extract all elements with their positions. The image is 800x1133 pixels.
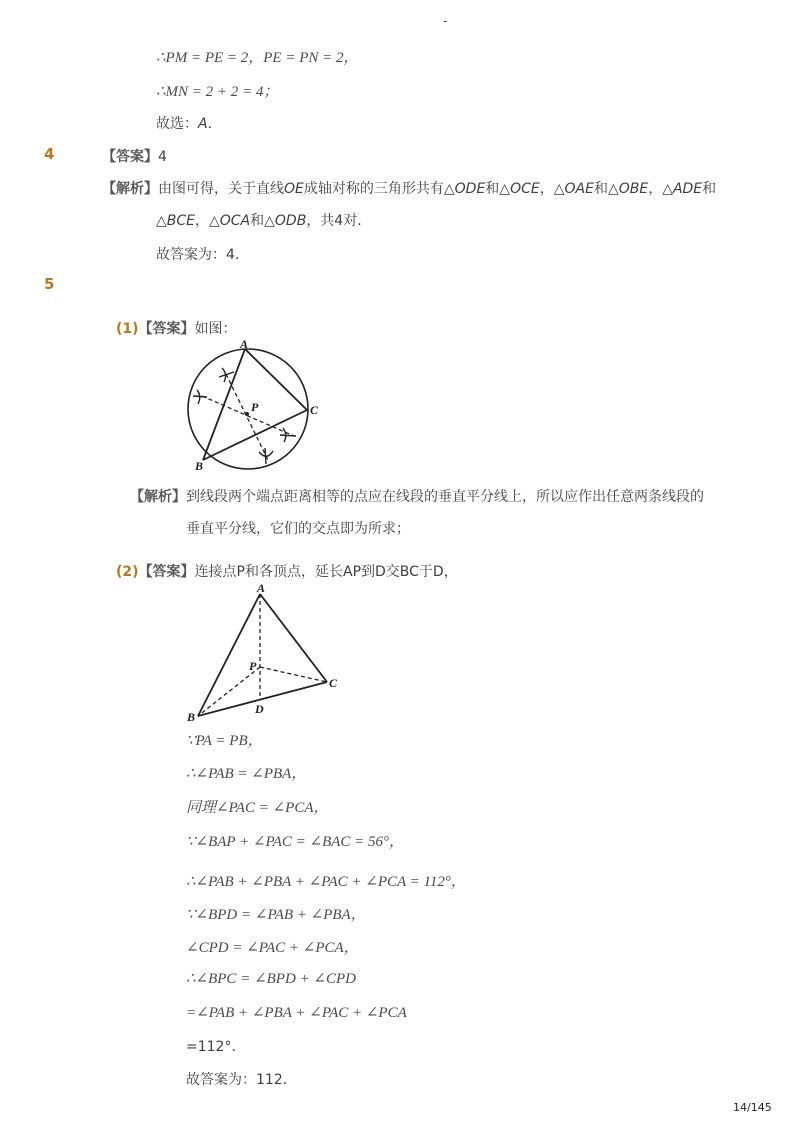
arc-mark [280, 428, 296, 442]
proof-step-5: ∴∠PAB + ∠PBA + ∠PAC + ∠PCA = 112°， [186, 874, 466, 890]
triangle-name: △ODE [443, 181, 486, 197]
prev-solution-line-3 [156, 113, 212, 133]
part-1-answer [116, 318, 237, 338]
proof-step-8: ∴∠BPC = ∠BPD + ∠CPD [186, 971, 356, 987]
question-4-conclusion: 故答案为：4． [156, 247, 249, 263]
label-p: P [251, 400, 259, 414]
label-a: A [240, 337, 249, 351]
question-4-analysis-line-1 [102, 178, 716, 198]
point-p [245, 412, 249, 416]
triangle-name: △OCA [209, 213, 251, 229]
label-d: D [255, 702, 264, 716]
proof-step-1: ∵PA = PB， [186, 733, 263, 749]
proof-step-7: ∠CPD = ∠PAC + ∠PCA， [186, 940, 359, 956]
answer-value: 4 [158, 149, 167, 165]
part-1-label: (1) [116, 321, 139, 337]
part-1-analysis-line-1 [130, 486, 704, 506]
part-2-label: (2) [116, 564, 139, 580]
conjunction: 和 [250, 213, 265, 229]
proof-step-4: ∵∠BAP + ∠PAC = ∠BAC = 56°， [186, 834, 405, 850]
triangle-name: △OBE [607, 181, 649, 197]
triangle-name: △ADE [662, 181, 703, 197]
separator: ， [195, 213, 209, 229]
separator: ， [539, 181, 554, 197]
triangle-abc-figure [180, 580, 350, 725]
part-2-answer [116, 561, 458, 581]
question-4-number: 4 [44, 145, 55, 163]
prev-solution-choice: A [198, 116, 208, 132]
segment-ab [198, 594, 260, 716]
line-name: OE [284, 181, 304, 197]
analysis-tag: 【解析】 [102, 181, 158, 197]
triangle-name: △BCE [156, 213, 195, 229]
label-p: P [249, 659, 257, 673]
answer-text: 连接点P和各顶点，延长AP到D交BC于D， [194, 564, 458, 580]
triangle-name: △ODB [264, 213, 307, 229]
header-mark: - [443, 14, 448, 28]
answer-tag: 【答案】 [138, 564, 195, 580]
triangle-name: △OCE [499, 181, 540, 197]
conjunction: 和 [702, 181, 717, 197]
arc-mark [259, 448, 273, 464]
analysis-text: ，共4对． [306, 213, 372, 229]
label-a: A [257, 581, 266, 595]
question-4-answer [102, 146, 167, 166]
triangle-name: △OAE [553, 181, 594, 197]
prev-solution-line-1: ∴PM = PE = 2，PE = PN = 2， [156, 50, 359, 66]
label-c: C [310, 403, 319, 417]
part-2-conclusion: 故答案为：112． [186, 1072, 297, 1088]
bisector-bc [226, 374, 268, 460]
analysis-tag: 【解析】 [130, 489, 186, 505]
label-c: C [329, 676, 338, 690]
question-5-number: 5 [44, 275, 55, 293]
answer-tag: 【答案】 [138, 321, 195, 337]
prev-solution-line-2: ∴MN = 2 + 2 = 4； [156, 84, 279, 100]
part-1-analysis-line-2: 垂直平分线，它们的交点即为所求； [186, 521, 410, 537]
analysis-text: 由图可得，关于直线 [158, 181, 284, 197]
bisector-ab [202, 396, 294, 436]
page-number: 14/145 [733, 1101, 772, 1114]
proof-step-6: ∵∠BPD = ∠PAB + ∠PBA， [186, 907, 366, 923]
label-b: B [187, 710, 196, 724]
conjunction: 和 [485, 181, 500, 197]
question-4-analysis-line-2 [156, 210, 371, 230]
conjunction: 和 [593, 181, 608, 197]
separator: ， [648, 181, 663, 197]
proof-step-9: =∠PAB + ∠PBA + ∠PAC + ∠PCA [186, 1005, 407, 1021]
analysis-text: 成轴对称的三角形共有 [303, 181, 444, 197]
prev-solution-choice-prefix: 故选： [156, 116, 198, 132]
answer-tag: 【答案】 [102, 149, 158, 165]
label-b: B [195, 459, 204, 473]
answer-text: 如图： [194, 321, 237, 337]
proof-step-3: 同理∠PAC = ∠PCA， [186, 800, 329, 816]
proof-step-10: =112°． [186, 1039, 246, 1055]
arc-mark [193, 390, 207, 404]
prev-solution-choice-suffix: . [207, 116, 213, 132]
arc-mark [219, 368, 234, 382]
circle-perpendicular-bisector-figure [180, 336, 340, 476]
proof-step-2: ∴∠PAB = ∠PBA， [186, 766, 307, 782]
analysis-text: 到线段两个端点距离相等的点应在线段的垂直平分线上，所以应作出任意两条线段的 [186, 489, 704, 505]
